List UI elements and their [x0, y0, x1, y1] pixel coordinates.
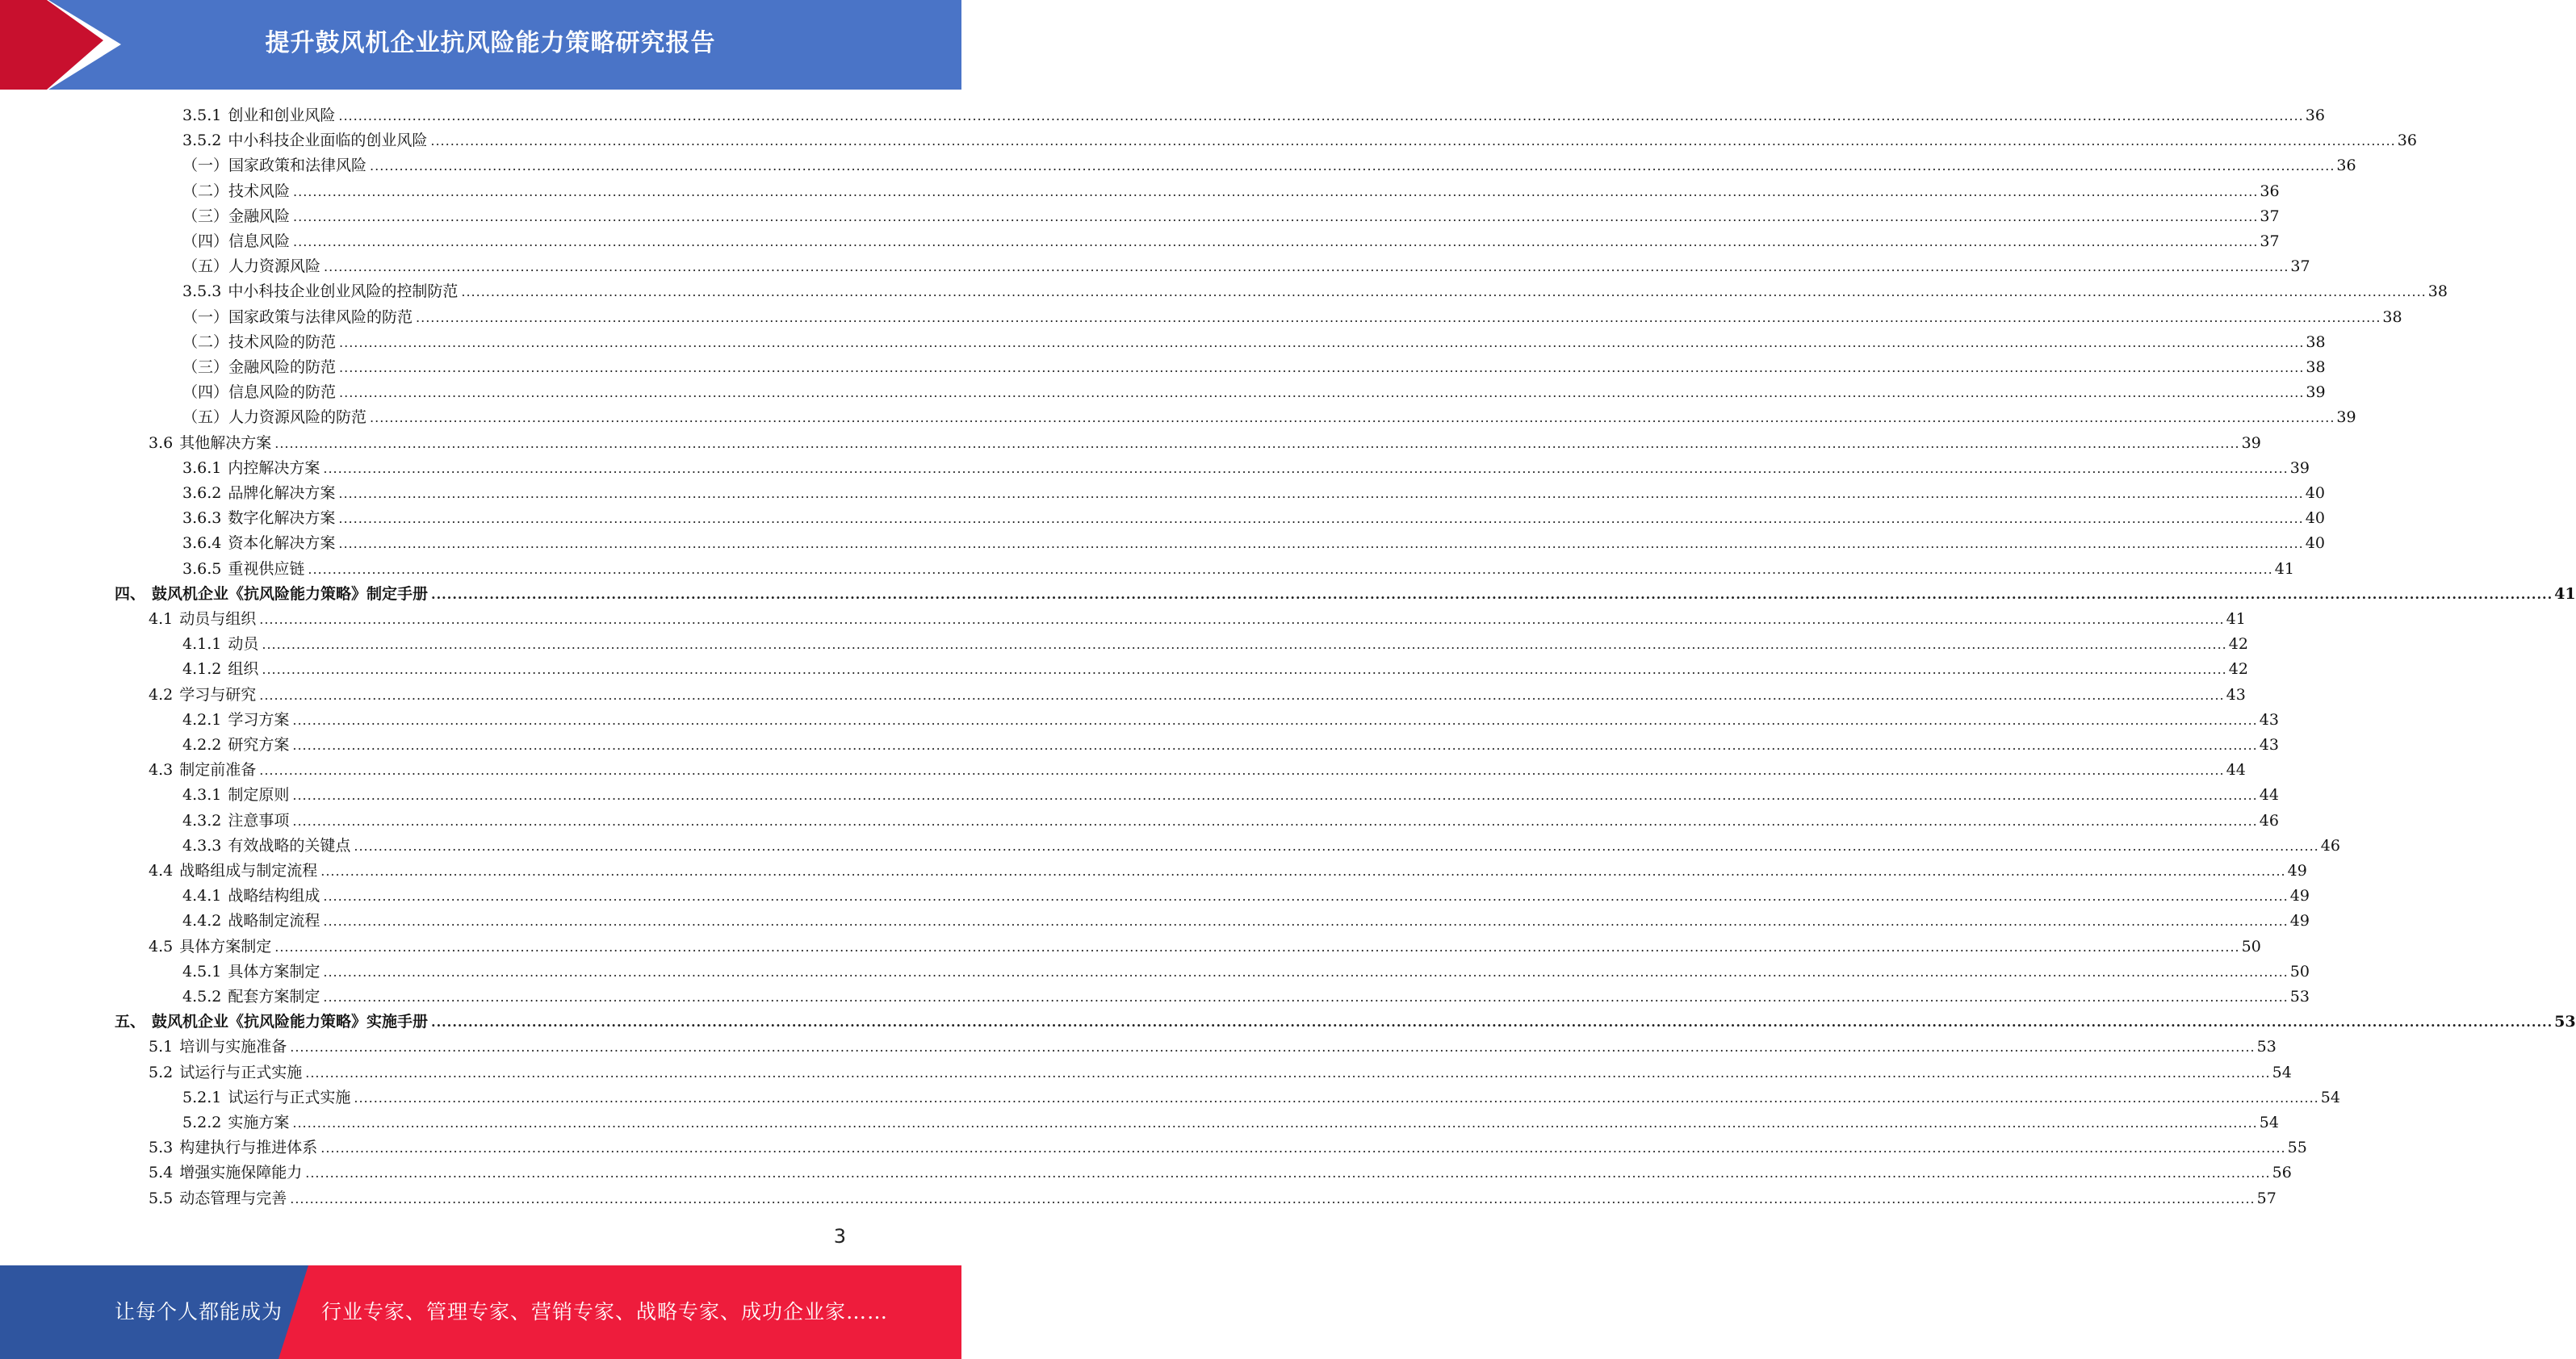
- toc-entry[interactable]: [182, 279, 2448, 304]
- toc-entry-label: 动员: [228, 635, 259, 654]
- toc-entry-page: 36: [2397, 132, 2417, 150]
- toc-entry-label: 有效战略的关键点: [228, 836, 351, 855]
- toc-entry-number: 4.5: [149, 937, 174, 955]
- toc-entry-number: 3.6.5: [182, 559, 222, 578]
- toc-entry-page: 44: [2259, 786, 2279, 805]
- toc-leader-dots: ................................................................................................................................................................................................................................................................................................................................................................................................................: [416, 309, 2381, 325]
- toc-entry[interactable]: [182, 809, 2279, 834]
- toc-entry-page: 40: [2305, 534, 2325, 553]
- toc-entry-page: 37: [2260, 232, 2280, 250]
- toc-entry-number: 4.4.2: [182, 912, 222, 930]
- toc-leader-dots: ................................................................................................................................................................................................................................................................................................................................................................................................................: [259, 612, 2225, 627]
- toc-entry-page: 42: [2228, 660, 2248, 679]
- toc-entry-number: 五、: [115, 1013, 146, 1031]
- toc-leader-dots: ................................................................................................................................................................................................................................................................................................................................................................................................................: [354, 838, 2319, 854]
- toc-leader-dots: ................................................................................................................................................................................................................................................................................................................................................................................................................: [292, 813, 2258, 829]
- toc-entry[interactable]: [182, 481, 2325, 506]
- toc-leader-dots: ................................................................................................................................................................................................................................................................................................................................................................................................................: [338, 108, 2304, 123]
- toc-entry[interactable]: [182, 733, 2279, 758]
- toc-entry-label: 技术风险的防范: [228, 332, 337, 351]
- toc-entry-label: 鼓风机企业《抗风险能力策略》实施手册: [152, 1013, 429, 1031]
- toc-entry-page: 40: [2305, 509, 2325, 528]
- toc-entry-label: 人力资源风险: [228, 257, 321, 276]
- toc-entry-label: 重视供应链: [228, 559, 305, 578]
- toc-entry-number: 5.2.2: [182, 1114, 222, 1131]
- toc-entry-number: （五）: [182, 408, 229, 427]
- toc-entry[interactable]: [149, 758, 2246, 783]
- toc-entry-page: 38: [2306, 332, 2326, 351]
- toc-entry-page: 50: [2241, 937, 2261, 955]
- toc-entry-number: 3.5.1: [182, 107, 222, 124]
- toc-leader-dots: ................................................................................................................................................................................................................................................................................................................................................................................................................: [305, 1064, 2271, 1081]
- toc-leader-dots: ................................................................................................................................................................................................................................................................................................................................................................................................................: [259, 687, 2225, 703]
- toc-entry[interactable]: [182, 153, 2356, 178]
- toc-entry-page: 46: [2259, 811, 2279, 830]
- toc-leader-dots: ................................................................................................................................................................................................................................................................................................................................................................................................................: [274, 435, 2240, 451]
- toc-entry-number: （三）: [182, 207, 229, 225]
- page-header: [0, 0, 961, 90]
- toc-leader-dots: ................................................................................................................................................................................................................................................................................................................................................................................................................: [338, 511, 2304, 527]
- toc-entry-page: 50: [2289, 962, 2310, 981]
- toc-entry-number: 4.1: [149, 610, 174, 628]
- footer-slogan-right: 行业专家、管理专家、营销专家、战略专家、成功企业家……: [321, 1300, 889, 1323]
- toc-leader-dots: ................................................................................................................................................................................................................................................................................................................................................................................................................: [323, 889, 2289, 905]
- toc-entry-number: 4.1.1: [182, 635, 222, 654]
- toc-entry-label: 动态管理与完善: [179, 1189, 287, 1207]
- toc-leader-dots: ................................................................................................................................................................................................................................................................................................................................................................................................................: [292, 1115, 2258, 1131]
- toc-entry-number: （二）: [182, 182, 229, 200]
- toc-entry-number: 3.6.3: [182, 509, 222, 528]
- toc-entry[interactable]: [182, 657, 2248, 682]
- toc-entry[interactable]: [182, 103, 2325, 128]
- toc-entry-number: 5.4: [149, 1164, 174, 1182]
- toc-leader-dots: ................................................................................................................................................................................................................................................................................................................................................................................................................: [339, 360, 2305, 375]
- toc-entry-number: 4.2.1: [182, 710, 222, 729]
- toc-entry-number: 3.6.1: [182, 458, 222, 477]
- toc-entry-label: 金融风险的防范: [228, 358, 337, 376]
- toc-leader-dots: ................................................................................................................................................................................................................................................................................................................................................................................................................: [320, 1140, 2286, 1156]
- toc-entry-page: 43: [2259, 736, 2279, 754]
- toc-leader-dots: ................................................................................................................................................................................................................................................................................................................................................................................................................: [323, 914, 2289, 930]
- toc-entry-page: 38: [2427, 282, 2448, 301]
- toc-entry-number: 4.2: [149, 685, 174, 704]
- toc-entry[interactable]: [149, 1160, 2292, 1185]
- toc-entry[interactable]: [182, 355, 2326, 380]
- toc-entry[interactable]: [182, 884, 2310, 909]
- toc-entry-label: 动员与组织: [179, 610, 257, 628]
- toc-entry[interactable]: [182, 834, 2340, 859]
- toc-leader-dots: ................................................................................................................................................................................................................................................................................................................................................................................................................: [430, 133, 2396, 149]
- toc-entry[interactable]: [149, 1035, 2277, 1060]
- toc-entry-page: 37: [2260, 207, 2280, 225]
- toc-entry[interactable]: [182, 254, 2310, 279]
- toc-entry-page: 41: [2554, 584, 2576, 603]
- toc-entry-label: 具体方案制定: [228, 962, 320, 981]
- toc-entry-number: 4.3.1: [182, 786, 222, 805]
- toc-entry-label: 制定前准备: [179, 761, 257, 780]
- toc-entry[interactable]: [149, 607, 2246, 632]
- toc-entry-label: 人力资源风险的防范: [228, 408, 367, 427]
- toc-entry-page: 49: [2289, 887, 2310, 905]
- toc-entry-number: 4.5.1: [182, 962, 222, 981]
- toc-entry-label: 注意事项: [228, 811, 290, 830]
- toc-entry-number: 4.5.2: [182, 988, 222, 1006]
- toc-leader-dots: ................................................................................................................................................................................................................................................................................................................................................................................................................: [461, 284, 2427, 300]
- toc-leader-dots: ................................................................................................................................................................................................................................................................................................................................................................................................................: [370, 158, 2335, 174]
- toc-entry-label: 组织: [228, 660, 259, 679]
- toc-entry-number: （一）: [182, 157, 229, 175]
- toc-entry-label: 构建执行与推进体系: [179, 1139, 318, 1157]
- toc-leader-dots: ................................................................................................................................................................................................................................................................................................................................................................................................................: [259, 763, 2225, 779]
- toc-entry-page: 41: [2226, 610, 2246, 628]
- document-title: 提升鼓风机企业抗风险能力策略研究报告: [265, 29, 716, 57]
- toc-leader-dots: ................................................................................................................................................................................................................................................................................................................................................................................................................: [274, 939, 2240, 955]
- toc-leader-dots: ................................................................................................................................................................................................................................................................................................................................................................................................................: [323, 460, 2289, 476]
- toc-entry-page: 43: [2259, 710, 2279, 729]
- toc-entry-label: 信息风险: [228, 232, 291, 250]
- toc-entry-page: 39: [2336, 408, 2356, 427]
- toc-entry[interactable]: [149, 935, 2261, 960]
- toc-entry-number: 5.3: [149, 1139, 174, 1157]
- toc-leader-dots: ................................................................................................................................................................................................................................................................................................................................................................................................................: [308, 561, 2273, 577]
- toc-entry-number: 4.3: [149, 761, 174, 780]
- toc-entry-number: 5.2: [149, 1063, 174, 1081]
- toc-entry[interactable]: [182, 204, 2280, 229]
- toc-entry[interactable]: [182, 708, 2279, 733]
- toc-entry-number: （一）: [182, 307, 229, 326]
- toc-leader-dots: ................................................................................................................................................................................................................................................................................................................................................................................................................: [292, 788, 2258, 804]
- toc-entry-page: 53: [2554, 1013, 2576, 1031]
- toc-entry[interactable]: [149, 1060, 2292, 1085]
- toc-entry[interactable]: [182, 909, 2310, 934]
- toc-entry-number: 3.5.2: [182, 132, 222, 150]
- toc-entry[interactable]: [182, 985, 2310, 1010]
- toc-entry[interactable]: [182, 960, 2310, 985]
- toc-entry-label: 资本化解决方案: [228, 534, 336, 553]
- toc-entry-page: 42: [2228, 635, 2248, 654]
- toc-leader-dots: ................................................................................................................................................................................................................................................................................................................................................................................................................: [431, 1014, 2553, 1031]
- toc-entry-number: （四）: [182, 383, 229, 402]
- toc-leader-dots: ................................................................................................................................................................................................................................................................................................................................................................................................................: [262, 662, 2227, 678]
- toc-entry-number: 4.1.2: [182, 660, 222, 679]
- toc-leader-dots: ................................................................................................................................................................................................................................................................................................................................................................................................................: [431, 586, 2553, 602]
- toc-entry-number: 3.6: [149, 433, 174, 452]
- toc-entry-label: 试运行与正式实施: [179, 1063, 303, 1081]
- toc-entry-label: 研究方案: [228, 736, 290, 754]
- toc-entry-page: 39: [2289, 458, 2310, 477]
- footer-slogan-left: 让每个人都能成为: [115, 1300, 283, 1323]
- toc-leader-dots: ................................................................................................................................................................................................................................................................................................................................................................................................................: [293, 208, 2259, 224]
- toc-leader-dots: ................................................................................................................................................................................................................................................................................................................................................................................................................: [323, 989, 2289, 1005]
- toc-entry-number: 3.6.2: [182, 484, 222, 502]
- toc-entry-number: 4.3.2: [182, 811, 222, 830]
- toc-entry-number: （二）: [182, 332, 229, 351]
- toc-entry-number: （三）: [182, 358, 229, 376]
- toc-entry[interactable]: [115, 1010, 2576, 1035]
- toc-entry[interactable]: [182, 456, 2310, 481]
- toc-entry-label: 制定原则: [228, 786, 290, 805]
- toc-entry-page: 38: [2306, 358, 2326, 376]
- toc-entry[interactable]: [182, 380, 2326, 405]
- toc-entry[interactable]: [182, 330, 2326, 355]
- toc-entry-page: 54: [2272, 1063, 2292, 1081]
- toc-leader-dots: ................................................................................................................................................................................................................................................................................................................................................................................................................: [338, 486, 2304, 501]
- toc-entry-number: 4.3.3: [182, 836, 222, 855]
- toc-entry-page: 44: [2226, 761, 2246, 780]
- toc-entry[interactable]: [149, 683, 2246, 708]
- toc-entry[interactable]: [182, 405, 2356, 430]
- toc-entry-label: 试运行与正式实施: [228, 1088, 351, 1106]
- toc-leader-dots: ................................................................................................................................................................................................................................................................................................................................................................................................................: [293, 183, 2259, 199]
- toc-entry-page: 49: [2287, 862, 2307, 880]
- toc-entry[interactable]: [182, 632, 2248, 657]
- toc-entry-label: 学习与研究: [179, 685, 257, 704]
- toc-entry-label: 数字化解决方案: [228, 509, 336, 528]
- toc-entry-page: 56: [2272, 1164, 2292, 1182]
- toc-entry[interactable]: [182, 1110, 2279, 1135]
- toc-entry-number: （五）: [182, 257, 229, 276]
- toc-leader-dots: ................................................................................................................................................................................................................................................................................................................................................................................................................: [339, 334, 2305, 350]
- toc-entry[interactable]: [149, 1135, 2307, 1160]
- toc-entry-number: 5.2.1: [182, 1088, 222, 1106]
- toc-entry-number: 四、: [115, 584, 146, 603]
- toc-entry-label: 中小科技企业面临的创业风险: [228, 132, 428, 150]
- toc-leader-dots: ................................................................................................................................................................................................................................................................................................................................................................................................................: [292, 712, 2258, 728]
- toc-leader-dots: ................................................................................................................................................................................................................................................................................................................................................................................................................: [339, 385, 2305, 401]
- toc-entry-label: 国家政策与法律风险的防范: [228, 307, 413, 326]
- toc-entry-label: 培训与实施准备: [179, 1038, 287, 1056]
- toc-entry-label: 其他解决方案: [179, 433, 272, 452]
- toc-entry-page: 54: [2320, 1088, 2340, 1106]
- toc-entry[interactable]: [182, 1085, 2340, 1110]
- toc-entry-page: 39: [2241, 433, 2261, 452]
- toc-entry-label: 学习方案: [228, 710, 290, 729]
- page-number: 3: [833, 1225, 846, 1248]
- toc-leader-dots: ................................................................................................................................................................................................................................................................................................................................................................................................................: [324, 259, 2289, 275]
- toc-entry[interactable]: [182, 531, 2325, 556]
- toc-entry-label: 金融风险: [228, 207, 291, 225]
- toc-leader-dots: ................................................................................................................................................................................................................................................................................................................................................................................................................: [293, 234, 2259, 249]
- toc-entry-page: 46: [2320, 836, 2340, 855]
- toc-leader-dots: ................................................................................................................................................................................................................................................................................................................................................................................................................: [262, 637, 2227, 653]
- toc-entry-page: 53: [2256, 1038, 2277, 1056]
- toc-entry-page: 36: [2305, 107, 2325, 124]
- toc-entry-page: 53: [2289, 988, 2310, 1006]
- toc-leader-dots: ................................................................................................................................................................................................................................................................................................................................................................................................................: [320, 863, 2286, 879]
- toc-leader-dots: ................................................................................................................................................................................................................................................................................................................................................................................................................: [323, 964, 2289, 980]
- toc-entry[interactable]: [182, 305, 2402, 330]
- toc-entry-page: 57: [2256, 1189, 2277, 1207]
- toc-entry-label: 战略组成与制定流程: [179, 862, 318, 880]
- toc-entry-label: 创业和创业风险: [228, 107, 336, 124]
- toc-entry-number: 3.5.3: [182, 282, 222, 301]
- toc-entry-label: 战略结构组成: [228, 887, 320, 905]
- toc-entry-number: 3.6.4: [182, 534, 222, 553]
- toc-entry[interactable]: [182, 783, 2279, 808]
- toc-entry-label: 实施方案: [228, 1114, 290, 1131]
- toc-entry-page: 37: [2290, 257, 2310, 276]
- toc-entry[interactable]: [182, 229, 2280, 254]
- toc-entry-number: 4.2.2: [182, 736, 222, 754]
- toc-entry-page: 41: [2274, 559, 2294, 578]
- toc-leader-dots: ................................................................................................................................................................................................................................................................................................................................................................................................................: [290, 1190, 2256, 1206]
- toc-entry-label: 配套方案制定: [228, 988, 320, 1006]
- toc-entry-page: 39: [2306, 383, 2326, 402]
- toc-leader-dots: ................................................................................................................................................................................................................................................................................................................................................................................................................: [338, 536, 2304, 552]
- toc-entry-label: 品牌化解决方案: [228, 484, 336, 502]
- toc-leader-dots: ................................................................................................................................................................................................................................................................................................................................................................................................................: [305, 1165, 2271, 1181]
- toc-entry[interactable]: [115, 582, 2576, 607]
- toc-leader-dots: ................................................................................................................................................................................................................................................................................................................................................................................................................: [370, 410, 2335, 426]
- toc-leader-dots: ................................................................................................................................................................................................................................................................................................................................................................................................................: [290, 1039, 2256, 1056]
- toc-entry[interactable]: [182, 557, 2294, 582]
- toc-entry[interactable]: [149, 1186, 2277, 1211]
- toc-entry-page: 49: [2289, 912, 2310, 930]
- toc-entry[interactable]: [149, 859, 2307, 884]
- toc-entry[interactable]: [182, 128, 2417, 153]
- toc-entry-page: 54: [2259, 1114, 2279, 1131]
- toc-entry-number: 5.1: [149, 1038, 174, 1056]
- toc-entry-label: 具体方案制定: [179, 937, 272, 955]
- toc-entry-label: 中小科技企业创业风险的控制防范: [228, 282, 459, 301]
- toc-entry-label: 增强实施保障能力: [179, 1164, 303, 1182]
- toc-entry-page: 55: [2287, 1139, 2307, 1157]
- toc-entry-page: 36: [2260, 182, 2280, 200]
- toc-entry-label: 内控解决方案: [228, 458, 320, 477]
- toc-entry-label: 信息风险的防范: [228, 383, 337, 402]
- toc-entry-page: 38: [2382, 307, 2402, 326]
- toc-entry-label: 鼓风机企业《抗风险能力策略》制定手册: [152, 584, 429, 603]
- toc-entry-label: 战略制定流程: [228, 912, 320, 930]
- toc-entry-label: 技术风险: [228, 182, 291, 200]
- page-footer: [0, 1265, 961, 1359]
- toc-entry-label: 国家政策和法律风险: [228, 157, 367, 175]
- toc-entry-page: 40: [2305, 484, 2325, 502]
- toc-entry[interactable]: [149, 431, 2261, 456]
- toc-leader-dots: ................................................................................................................................................................................................................................................................................................................................................................................................................: [292, 738, 2258, 753]
- toc-entry-number: （四）: [182, 232, 229, 250]
- toc-entry[interactable]: [182, 506, 2325, 531]
- toc-entry-number: 5.5: [149, 1189, 174, 1207]
- toc-entry[interactable]: [182, 179, 2280, 204]
- toc-entry-number: 4.4.1: [182, 887, 222, 905]
- toc-entry-number: 4.4: [149, 862, 174, 880]
- toc-entry-page: 36: [2336, 157, 2356, 175]
- toc-leader-dots: ................................................................................................................................................................................................................................................................................................................................................................................................................: [354, 1089, 2319, 1106]
- toc-entry-page: 43: [2226, 685, 2246, 704]
